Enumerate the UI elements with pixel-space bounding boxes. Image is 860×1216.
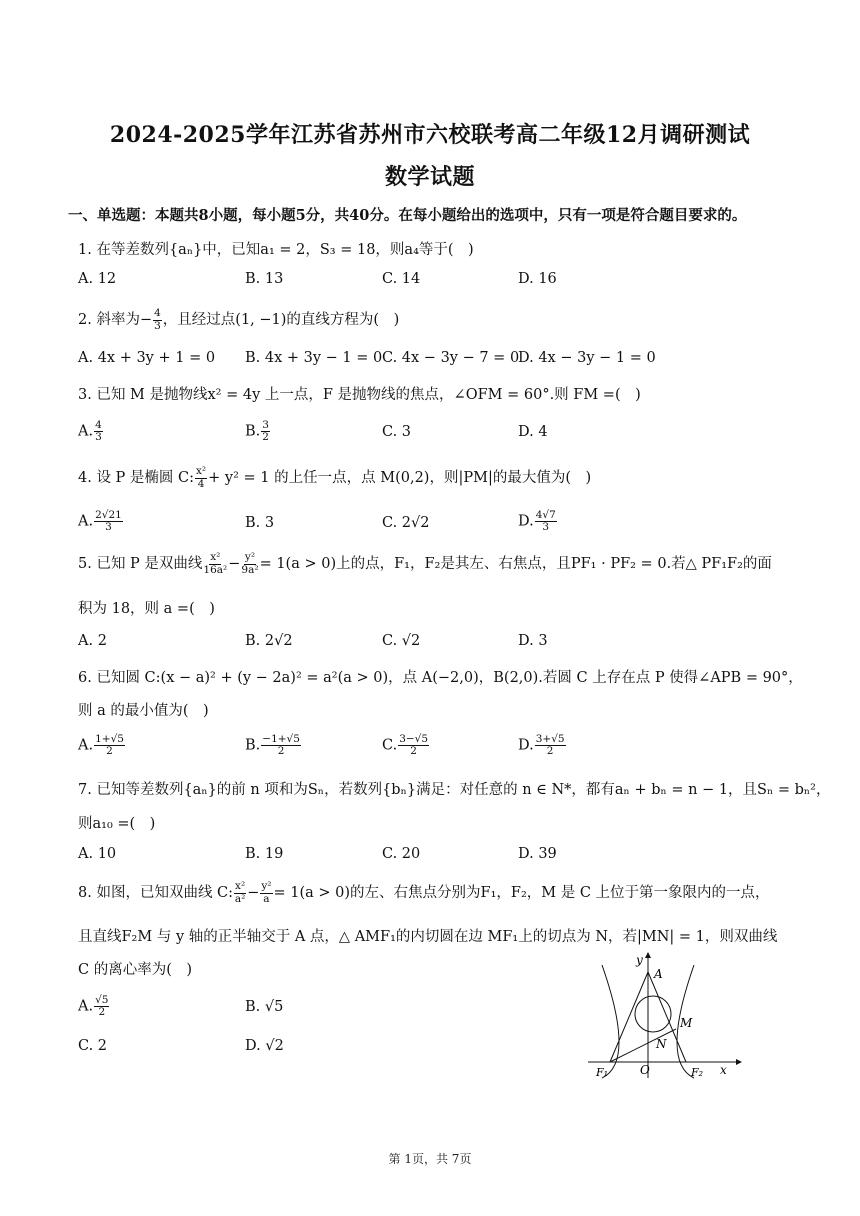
question-1-option-b: B. 13	[245, 271, 284, 287]
question-2-stem-before: 2. 斜率为−	[78, 312, 153, 328]
question-6-option-a: A. $\frac{1+√5}{2}$	[78, 733, 124, 758]
section-heading: 一、单选题：本题共8小题，每小题5分，共40分。在每小题给出的选项中，只有一项是符合题目要求的。	[68, 207, 747, 224]
question-4-option-c: C. 2√2	[382, 515, 430, 531]
question-8-option-b: B. √5	[245, 999, 284, 1015]
question-1-stem: 1. 在等差数列{aₙ}中，已知a₁ = 2，S₃ = 18，则a₄等于( )	[78, 242, 474, 258]
question-8-option-c: C. 2	[78, 1038, 108, 1054]
question-8-option-a: A. $\frac{√5}{2}$	[78, 994, 109, 1019]
question-6-option-d: D. $\frac{3+√5}{2}$	[518, 733, 565, 758]
question-2-option-d: D. 4x − 3y − 1 = 0	[518, 350, 656, 366]
question-7-option-b: B. 19	[245, 846, 284, 862]
label-o: O	[640, 1063, 650, 1077]
label-m: M	[680, 1016, 693, 1030]
question-7-option-a: A. 10	[78, 846, 117, 862]
question-4-option-a: A. $\frac{2√21}{3}$	[78, 509, 122, 534]
question-8-stem-line-2: 且直线F₂M 与 y 轴的正半轴交于 A 点，△ AMF₁的内切圆在边 MF₁上的切点为 N，若|MN| = 1，则双曲线	[78, 929, 778, 945]
question-3-option-a: A. $\frac{4}{3}$	[78, 419, 102, 444]
label-a: A	[654, 967, 663, 981]
question-1-option-c: C. 14	[382, 271, 421, 287]
question-3-stem: 3. 已知 M 是抛物线x² = 4y 上一点，F 是抛物线的焦点，∠OFM = 60°.则 FM =( )	[78, 387, 641, 403]
question-8-option-d: D. √2	[245, 1038, 284, 1054]
x-axis-arrow	[736, 1059, 742, 1065]
question-2-option-b: B. 4x + 3y − 1 = 0	[245, 350, 383, 366]
question-6-option-c: C. $\frac{3-√5}{2}$	[382, 733, 429, 758]
question-8-stem-line-3: C 的离心率为( )	[78, 962, 193, 978]
label-f1: F₁	[596, 1066, 609, 1079]
y-axis-arrow	[645, 952, 651, 958]
page-footer: 第 1页，共 7页	[388, 1152, 472, 1166]
question-5-option-c: C. √2	[382, 633, 421, 649]
question-5-stem: 5. 已知 P 是双曲线 $\frac{\text{x²}}{\text{16a²}}$ − $\frac{\text{y²}}{\text{9a²}}$ = 1(a > 0)上的点，F₁，F₂是其左、右焦点，且PF₁ · PF₂ = 0.若△ PF₁F₂的面	[78, 551, 772, 576]
question-4-stem: 4. 设 P 是椭圆 C: $\frac{\text{x²}}{4}$ + y² = 1 的上任一点，点 M(0,2)，则|PM|的最大值为( )	[78, 465, 592, 490]
question-4-option-b: B. 3	[245, 515, 275, 531]
label-f2: F₂	[691, 1066, 704, 1079]
question-1-option-d: D. 16	[518, 271, 557, 287]
page-subtitle: 数学试题	[384, 164, 475, 190]
question-3-option-b: B. $\frac{3}{2}$	[245, 419, 269, 444]
label-x: x	[720, 1063, 727, 1077]
question-7-option-d: D. 39	[518, 846, 557, 862]
question-2-slope-fraction: $\frac{4}{3}$	[154, 307, 161, 332]
question-8-stem: 8. 如图，已知双曲线 C: $\frac{\text{x²}}{\text{a²}}$ − $\frac{\text{y²}}{a}$ = 1(a > 0)的左、右焦点分别为F₁，F₂，M 是 C 上位于第一象限内的一点，	[78, 880, 770, 905]
question-3-option-c: C. 3	[382, 424, 412, 440]
question-3-option-d: D. 4	[518, 424, 548, 440]
label-n: N	[656, 1037, 667, 1051]
question-2-option-a: A. 4x + 3y + 1 = 0	[78, 350, 216, 366]
question-4-ellipse-fraction: $\frac{\text{x²}}{4}$	[196, 465, 207, 490]
question-5-option-d: D. 3	[518, 633, 548, 649]
line-f1-a	[610, 972, 648, 1062]
question-2-option-c: C. 4x − 3y − 7 = 0	[382, 350, 520, 366]
page-title: 2024-2025学年江苏省苏州市六校联考高二年级12月调研测试	[109, 122, 751, 148]
hyperbola-figure	[588, 950, 748, 1080]
question-1-option-a: A. 12	[78, 271, 117, 287]
question-7-option-c: C. 20	[382, 846, 421, 862]
question-5-stem-line-2: 积为 18，则 a =( )	[78, 601, 215, 617]
question-2-stem-after: ，且经过点(1, −1)的直线方程为( )	[162, 312, 400, 328]
question-5-option-b: B. 2√2	[245, 633, 293, 649]
label-y: y	[636, 953, 643, 967]
question-6-stem-line-2: 则 a 的最小值为( )	[78, 703, 209, 719]
question-2-stem	[78, 308, 399, 332]
question-6-option-b: B. $\frac{-1+√5}{2}$	[245, 733, 300, 758]
question-6-stem: 6. 已知圆 C:(x − a)² + (y − 2a)² = a²(a > 0)，点 A(−2,0)，B(2,0).若圆 C 上存在点 P 使得∠APB = 90°，	[78, 670, 803, 686]
question-7-stem-line-2: 则a₁₀ =( )	[78, 816, 156, 832]
question-4-option-d: D. $\frac{4√7}{3}$	[518, 509, 556, 534]
question-5-option-a: A. 2	[78, 633, 107, 649]
question-7-stem: 7. 已知等差数列{aₙ}的前 n 项和为Sₙ，若数列{bₙ}满足：对任意的 n ∈ N*，都有aₙ + bₙ = n − 1，且Sₙ = bₙ²，	[78, 782, 831, 798]
